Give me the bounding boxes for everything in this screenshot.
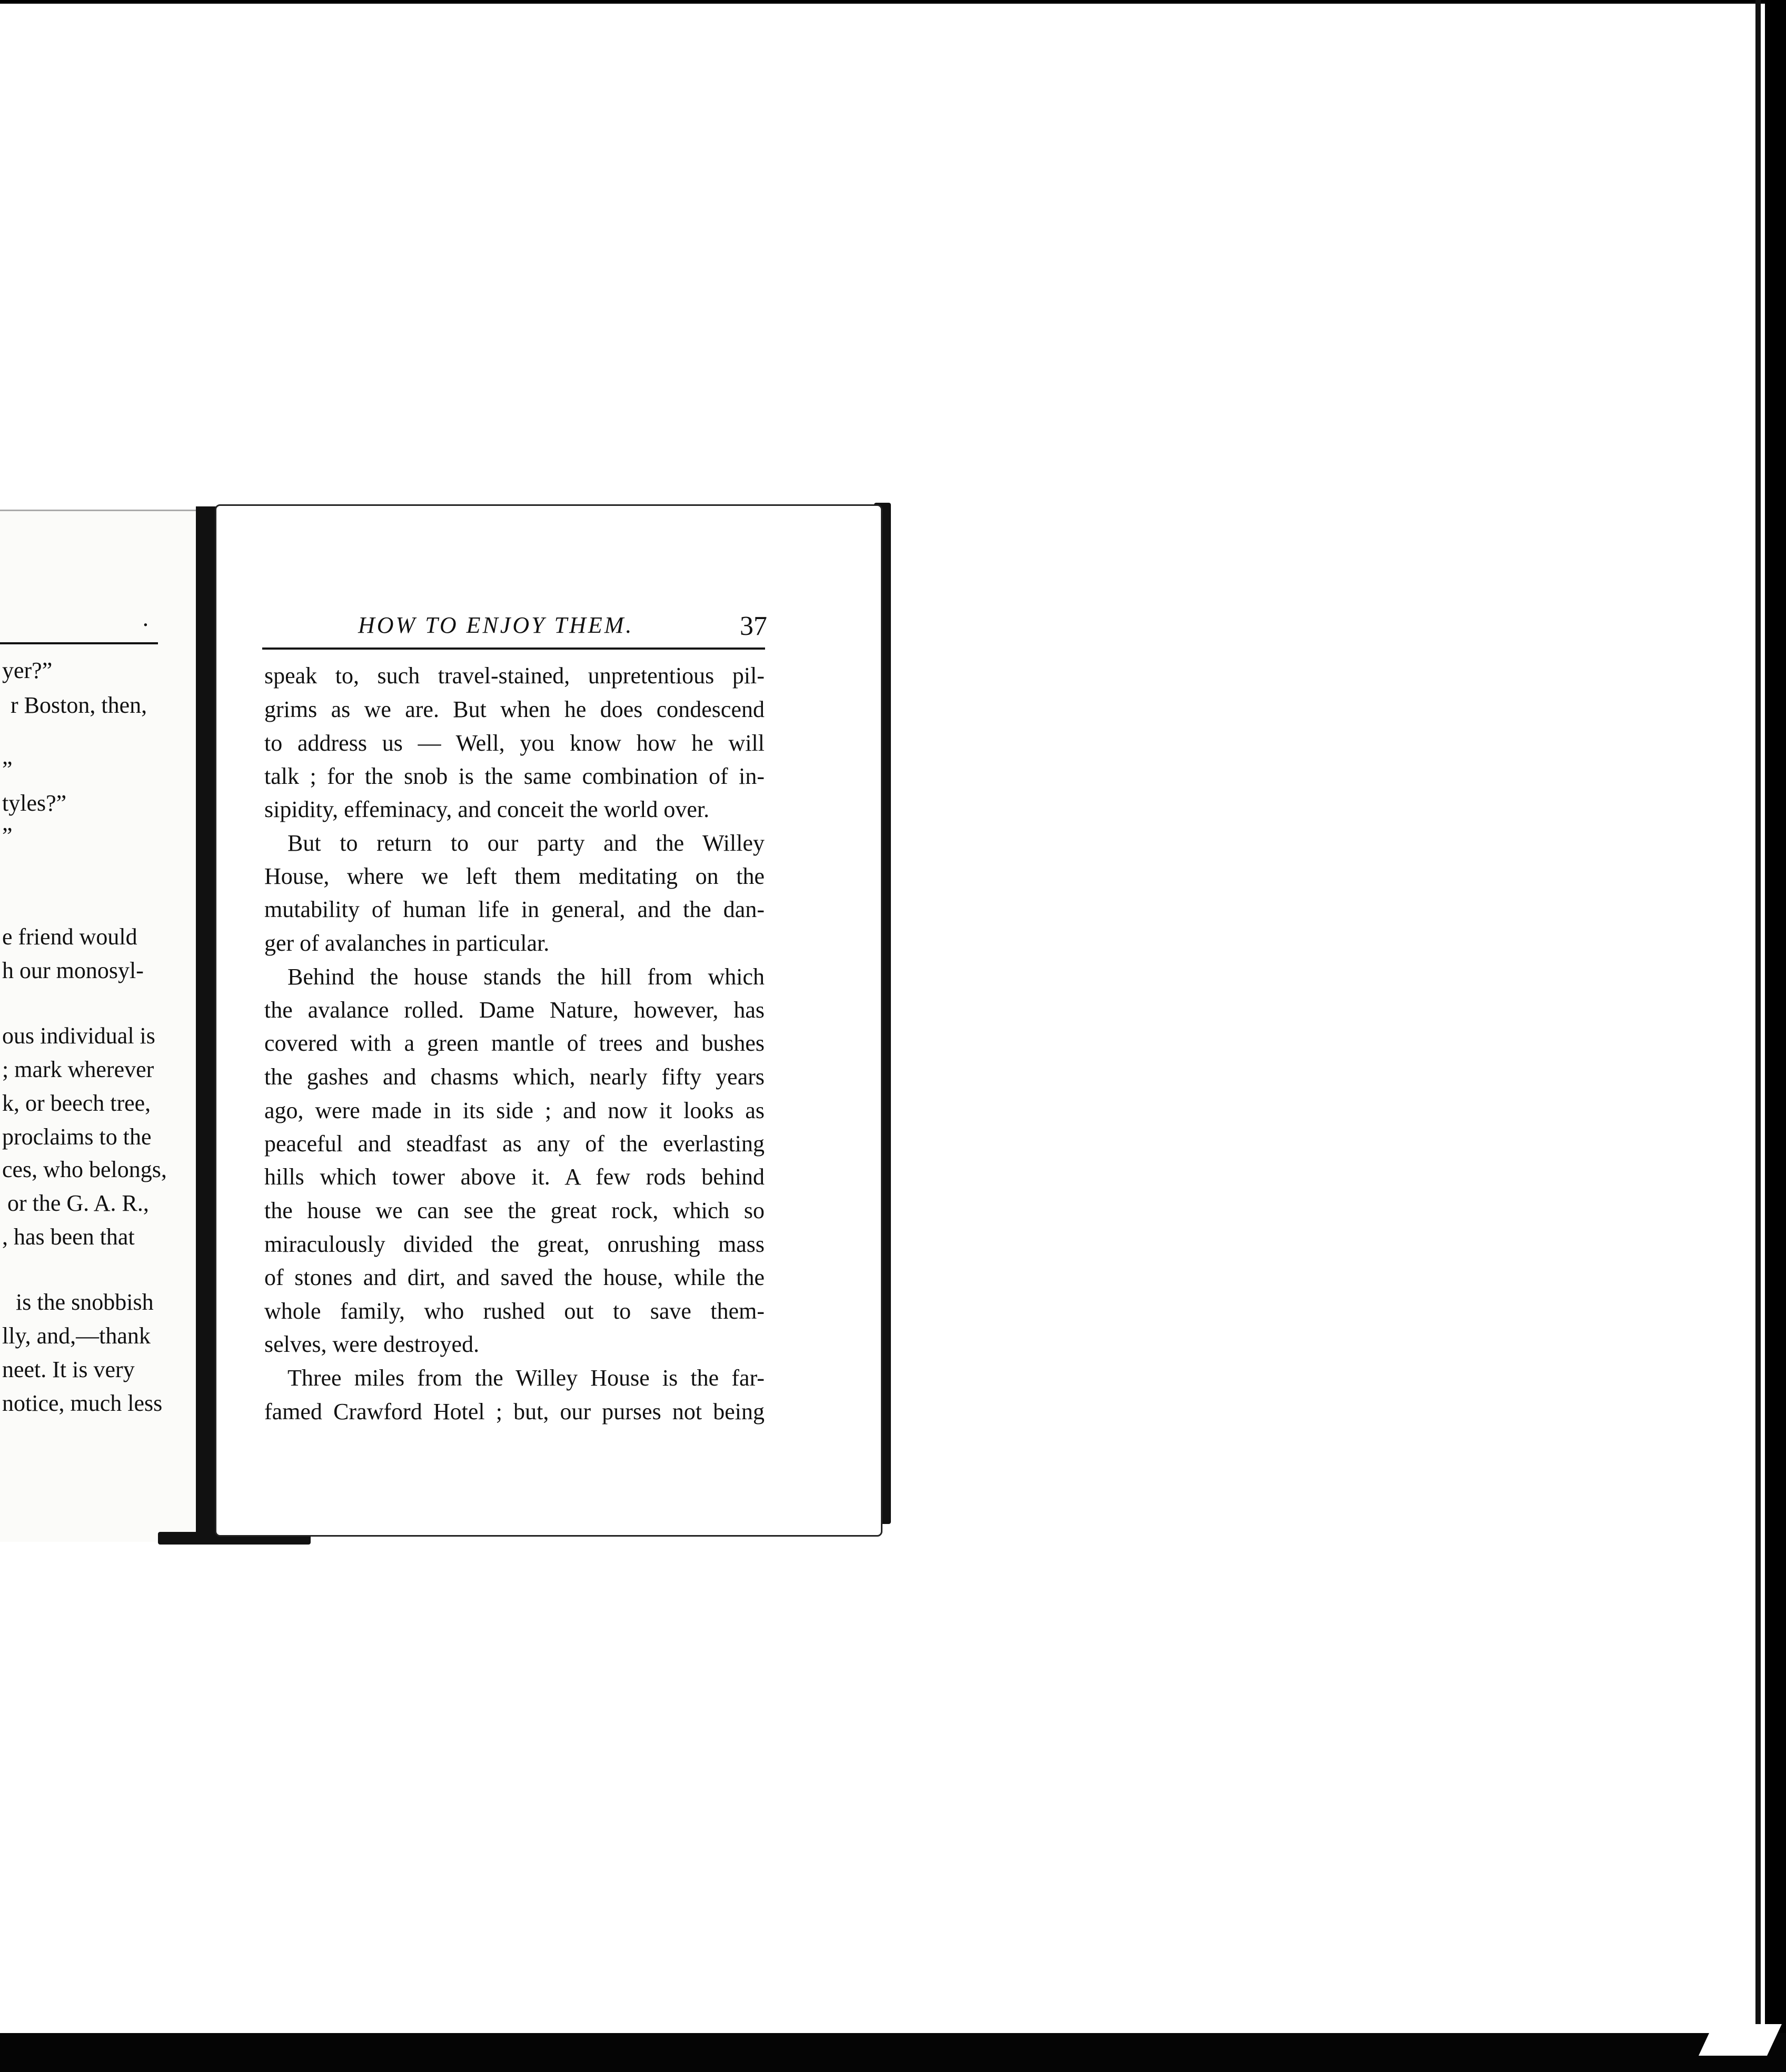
body-line: hills which tower above it. A few rods behind (264, 1164, 765, 1190)
left-running-head (0, 611, 158, 637)
left-line: tyles?” (2, 790, 67, 816)
left-line: is the snobbish (16, 1289, 154, 1315)
left-line: notice, much less (2, 1390, 163, 1416)
body-line: House, where we left them meditating on the (264, 863, 765, 889)
body-line: famed Crawford Hotel ; but, our purses not being (264, 1399, 765, 1424)
left-line: , has been that (2, 1224, 135, 1250)
left-line: proclaims to the (2, 1124, 152, 1150)
left-head-rule (0, 642, 158, 644)
running-head: HOW TO ENJOY THEM. (358, 612, 634, 638)
left-line: h our monosyl- (2, 958, 144, 983)
body-line: ger of avalanches in particular. (264, 930, 550, 956)
left-line: ” (2, 756, 13, 782)
left-line: r Boston, then, (11, 692, 147, 718)
scan-right-inner-edge (1755, 0, 1761, 2032)
left-line: or the G. A. R., (7, 1190, 149, 1216)
left-line: e friend would (2, 924, 137, 950)
page-number: 37 (740, 611, 767, 641)
body-line: talk ; for the snob is the same combination of in- (264, 763, 765, 789)
body-line: covered with a green mantle of trees and bushes (264, 1030, 765, 1056)
body-line: selves, were destroyed. (264, 1331, 480, 1357)
body-line: Behind the house stands the hill from which (287, 964, 765, 990)
body-line: whole family, who rushed out to save them- (264, 1298, 765, 1324)
left-line: k, or beech tree, (2, 1090, 151, 1116)
body-line: of stones and dirt, and saved the house, while the (264, 1264, 765, 1290)
left-line: ous individual is (2, 1023, 155, 1049)
left-line: ” (2, 823, 13, 849)
book-spine (196, 509, 217, 1540)
body-line: grims as we are. But when he does condescend (264, 696, 765, 722)
body-line: the gashes and chasms which, nearly fifty years (264, 1064, 765, 1090)
body-line: the avalance rolled. Dame Nature, however, has (264, 997, 765, 1023)
left-line: ; mark wherever (2, 1057, 154, 1082)
left-line: lly, and,—thank (2, 1323, 151, 1349)
left-line: neet. It is very (2, 1357, 135, 1382)
body-line: the house we can see the great rock, which so (264, 1198, 765, 1223)
body-line: speak to, such travel-stained, unpretentious pil- (264, 663, 765, 689)
body-line: to address us — Well, you know how he will (264, 730, 765, 756)
scan-right-edge (1765, 0, 1786, 2072)
left-line: ces, who belongs, (2, 1157, 167, 1182)
body-line: sipidity, effeminacy, and conceit the world over. (264, 796, 710, 822)
head-rule (262, 647, 765, 650)
scan-top-edge (0, 0, 1769, 4)
left-line: yer?” (2, 658, 53, 683)
body-line: ago, were made in its side ; and now it looks as (264, 1098, 765, 1123)
body-line: peaceful and steadfast as any of the everlasting (264, 1131, 765, 1157)
left-header-mark: · (142, 611, 148, 638)
scan-bottom-edge (0, 2033, 1786, 2072)
body-line: miraculously divided the great, onrushing mass (264, 1231, 765, 1257)
body-line: mutability of human life in general, and the dan- (264, 896, 765, 922)
body-line: But to return to our party and the Willey (287, 830, 765, 856)
body-line: Three miles from the Willey House is the far- (287, 1365, 765, 1391)
